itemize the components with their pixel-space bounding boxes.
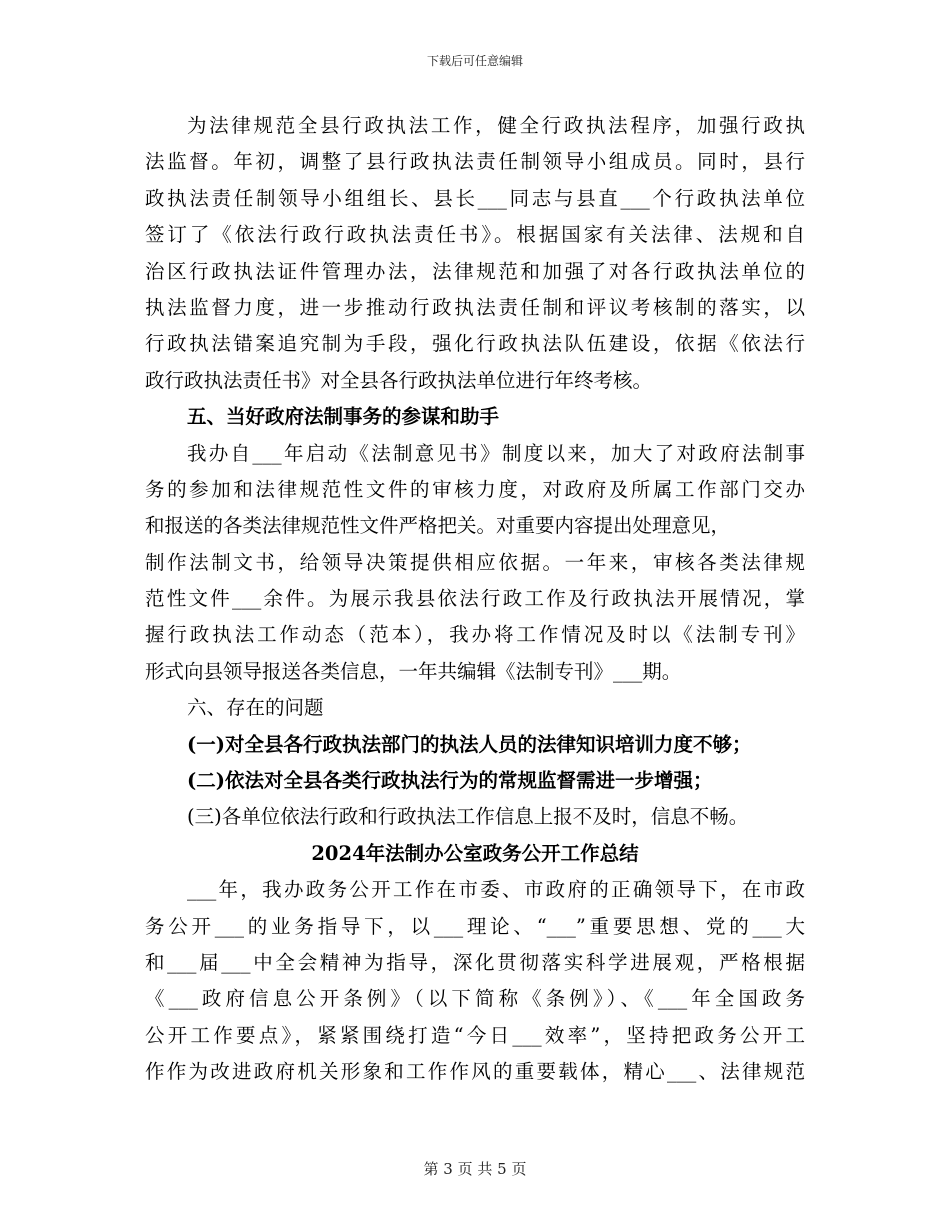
text-line: 和报送的各类法律规范性文件严格把关。对重要内容提出处理意见， xyxy=(145,514,731,538)
text-line: 我办自___年启动《法制意见书》制度以来，加大了对政府法制事 xyxy=(187,441,805,465)
section-heading-line: 五、当好政府法制事务的参谋和助手 xyxy=(187,405,500,429)
text-line: 公开工作要点》，紧紧围绕打造“今日___效率”，坚持把政务公开工 xyxy=(145,1023,805,1047)
text-line: 务的参加和法律规范性文件的审核力度，对政府及所属工作部门交办 xyxy=(145,477,805,501)
text-line: 握行政执法工作动态（范本），我办将工作情况及时以《法制专刊》 xyxy=(145,623,805,647)
text-line: 范性文件___余件。为展示我县依法行政工作及行政执法开展情况，掌 xyxy=(145,587,805,611)
text-line: 《___政府信息公开条例》（以下简称《条例》）、《___年全国政务 xyxy=(145,987,805,1011)
text-line: 执法监督力度，进一步推动行政执法责任制和评议考核制的落实，以 xyxy=(145,295,805,319)
page-footer: 第 3 页 共 5 页 xyxy=(423,1160,527,1178)
text-line: 六、存在的问题 xyxy=(187,696,324,720)
text-line: 法监督。年初，调整了县行政执法责任制领导小组成员。同时，县行 xyxy=(145,150,805,174)
text-line: ___年，我办政务公开工作在市委、市政府的正确领导下，在市政 xyxy=(187,878,805,902)
text-line: 务公开___的业务指导下，以___理论、“___”重要思想、党的___大 xyxy=(145,914,805,938)
section-title: 2024年法制办公室政务公开工作总结 xyxy=(311,841,639,865)
section-heading-line: (一)对全县各行政执法部门的执法人员的法律知识培训力度不够； xyxy=(187,732,752,756)
text-line: 为法律规范全县行政执法工作，健全行政执法程序，加强行政执 xyxy=(187,114,805,137)
text-line: 签订了《依法行政行政执法责任书》。根据国家有关法律、法规和自 xyxy=(145,223,805,247)
text-line: 和___届___中全会精神为指导，深化贯彻落实科学进展观，严格根据 xyxy=(145,950,805,974)
text-line: 政执法责任制领导小组组长、县长___同志与县直___个行政执法单位 xyxy=(145,186,805,210)
text-line: 形式向县领导报送各类信息，一年共编辑《法制专刊》___期。 xyxy=(145,659,682,683)
page-header: 下载后可任意编辑 xyxy=(426,54,523,68)
text-line: (三)各单位依法行政和行政执法工作信息上报不及时，信息不畅。 xyxy=(187,805,749,829)
document-body xyxy=(145,108,805,1091)
text-line: 作作为改进政府机关形象和工作作风的重要载体，精心___、法律规范 xyxy=(145,1060,805,1084)
text-line: 制作法制文书，给领导决策提供相应依据。一年来，审核各类法律规 xyxy=(145,550,805,574)
section-heading-line: (二)依法对全县各类行政执法行为的常规监督需进一步增强； xyxy=(187,769,713,793)
text-line: 治区行政执法证件管理办法，法律规范和加强了对各行政执法单位的 xyxy=(145,259,805,283)
text-line: 政行政执法责任书》对全县各行政执法单位进行年终考核。 xyxy=(145,368,653,392)
text-line: 行政执法错案追究制为手段，强化行政执法队伍建设，依据《依法行 xyxy=(145,332,805,356)
